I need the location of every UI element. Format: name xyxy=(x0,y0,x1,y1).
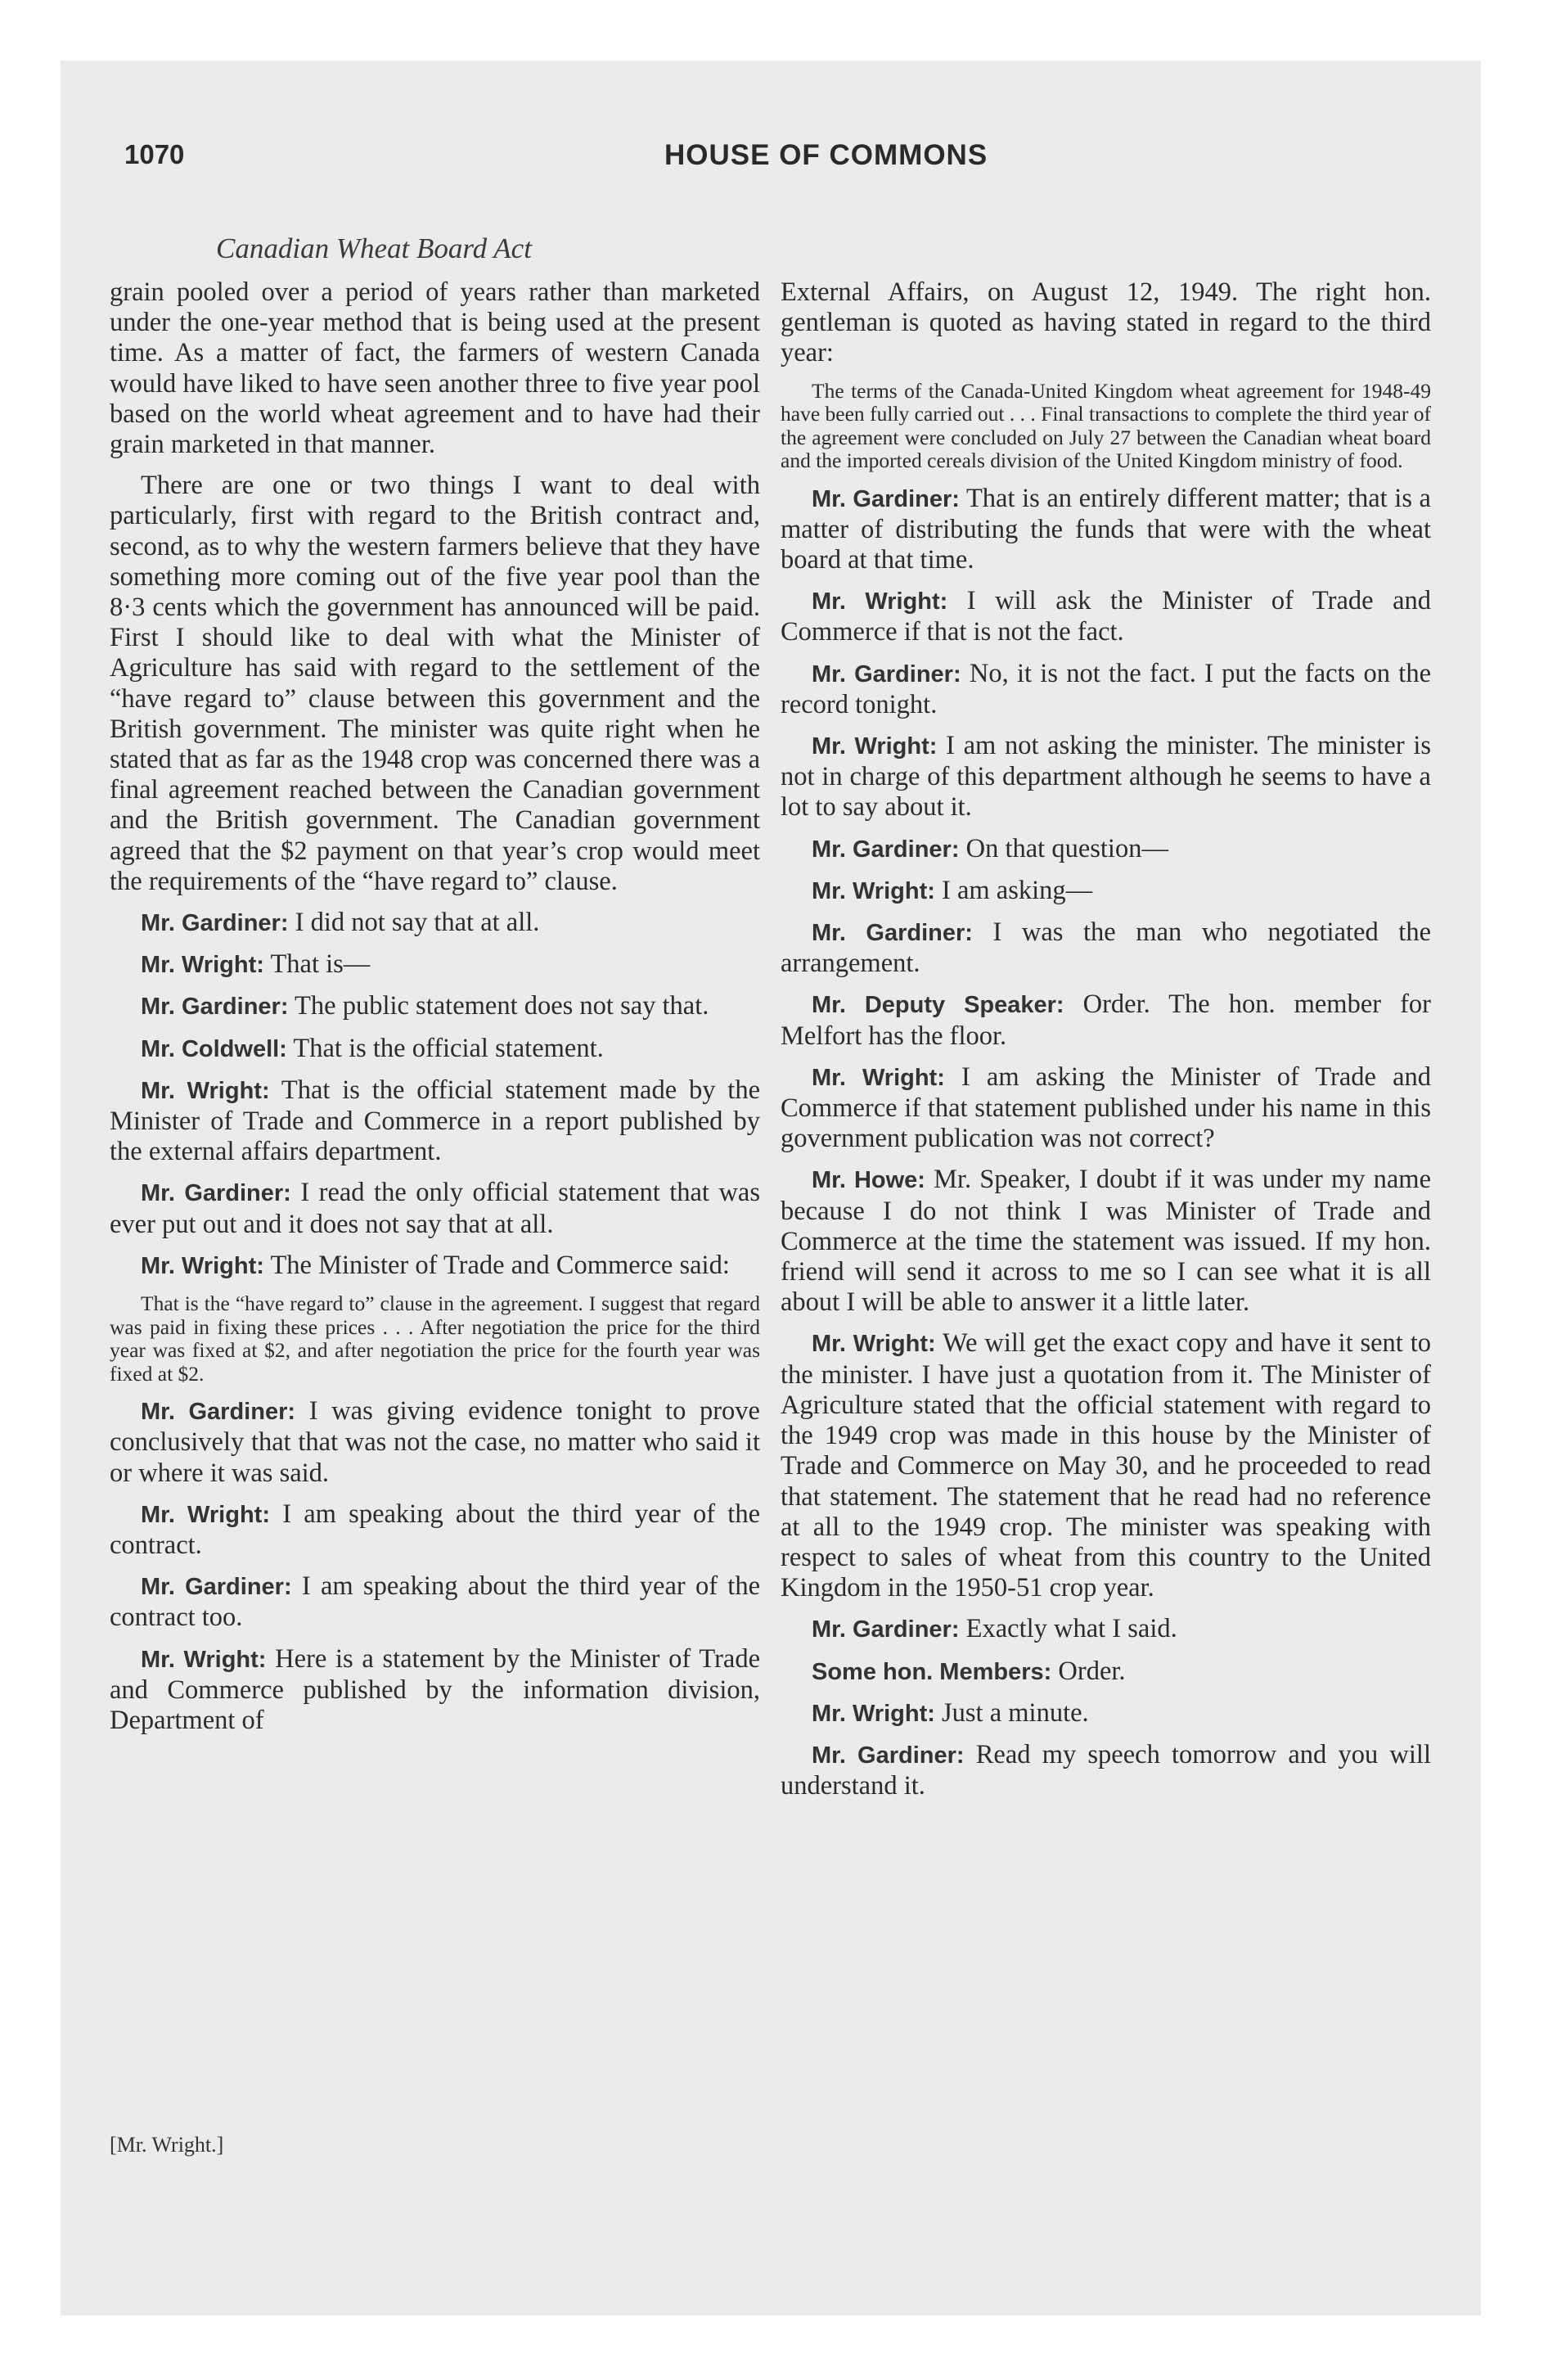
speaker-name: Mr. Gardiner: xyxy=(141,1399,296,1426)
page-number: 1070 xyxy=(124,139,185,169)
speech-paragraph xyxy=(110,1396,760,1489)
speaker-name: Mr. Wright: xyxy=(812,733,938,760)
speech-text: I was the man who negotiated the arrangement. xyxy=(781,917,1431,979)
speech-text: Here is a statement by the Minister of Trade and Commerce published by the information division, Department of xyxy=(110,1643,761,1735)
section-title: Canadian Wheat Board Act xyxy=(216,232,532,264)
speech-text: I am asking the Minister of Trade and Commerce if that statement published under his name in this government publication was not correct? xyxy=(781,1062,1431,1154)
speech-text: We will get the exact copy and have it sent to the minister. I have just a quotation from it. The Minister of Agriculture stated that the official statement with regard to the 1949 crop was made in this house by the Minister of Trade and Commerce on May 30, and he proceeded to read that statement. The statement that he read had no reference at all to the 1949 crop. The minister was speaking with respect to sales of wheat from this country to the United Kingdom in the 1950-51 crop year. xyxy=(781,1328,1431,1603)
speech-text: The public statement does not say that. xyxy=(295,991,709,1021)
speaker-name: Mr. Gardiner: xyxy=(141,1574,292,1601)
speech-paragraph xyxy=(781,989,1431,1051)
left-column xyxy=(110,277,760,1747)
speech-paragraph xyxy=(781,586,1431,647)
speaker-name: Mr. Gardiner: xyxy=(812,485,960,512)
speech-paragraph xyxy=(110,1075,760,1168)
speech-text: No, it is not the fact. I put the facts on the record tonight. xyxy=(781,658,1431,719)
document-page xyxy=(61,61,1481,2315)
speech-paragraph xyxy=(110,908,760,939)
speaker-name: Some hon. Members: xyxy=(812,1658,1052,1685)
speaker-name: Mr. Wright: xyxy=(141,952,264,979)
speech-text: On that question— xyxy=(965,833,1168,863)
paragraph: There are one or two things I want to deal with particularly, first with regard to the British contract and, second, as to why the western farmers believe that they have something more coming out of the five year pool than the 8·3 cents which the government has announced will be paid. First I should like to deal with what the Minister of Agriculture has said with regard to the settlement of the “have regard to” clause between this government and the British government. The minister was quite right when he stated that as far as the 1948 crop was concerned there was a final agreement reached between the Canadian government and the British government. The Canadian government agreed that the $2 payment on that year’s crop would meet the requirements of the “have regard to” clause. xyxy=(110,471,760,896)
speaker-name: Mr. Wright: xyxy=(141,1501,270,1528)
speaker-name: Mr. Gardiner: xyxy=(141,910,289,937)
speech-paragraph xyxy=(781,917,1431,979)
speech-text: Exactly what I said. xyxy=(965,1614,1177,1644)
speech-paragraph xyxy=(781,1698,1431,1729)
speech-paragraph xyxy=(781,876,1431,907)
speaker-name: Mr. Wright: xyxy=(812,588,948,615)
speech-text: Just a minute. xyxy=(942,1697,1089,1728)
speaker-name: Mr. Wright: xyxy=(812,877,935,904)
speaker-name: Mr. Gardiner: xyxy=(141,1180,291,1207)
speaker-name: Mr. Wright: xyxy=(812,1331,936,1358)
speech-text: I am speaking about the third year of the contract too. xyxy=(110,1571,760,1633)
speech-paragraph xyxy=(781,1740,1431,1801)
speech-paragraph xyxy=(110,1034,760,1065)
block-quote: That is the “have regard to” clause in the agreement. I suggest that regard was paid in fixing these prices . . . After negotiation the price for the third year was fixed at $2, and after negotiation the price for the fourth year was fixed at $2. xyxy=(110,1291,760,1386)
speech-text: That is the official statement made by the Minister of Trade and Commerce in a report published by the external affairs department. xyxy=(110,1075,761,1167)
speech-text: I read the only official statement that was ever put out and it does not say that at all. xyxy=(110,1178,760,1239)
speaker-name: Mr. Deputy Speaker: xyxy=(812,992,1064,1019)
speech-paragraph xyxy=(110,991,760,1022)
speech-paragraph xyxy=(781,1062,1431,1155)
speech-paragraph xyxy=(781,834,1431,865)
speech-text: I am not asking the minister. The minister is not in charge of this department although he seems to have a lot to say about it. xyxy=(781,731,1432,823)
speaker-name: Mr. Gardiner: xyxy=(812,1742,965,1769)
block-quote: The terms of the Canada-United Kingdom wheat agreement for 1948-49 have been fully carried out . . . Final transactions to complete the third year of the agreement were concluded on July 27 between the Canadian wheat board and the imported cereals division of the United Kingdom ministry of food. xyxy=(781,378,1431,473)
speech-paragraph xyxy=(110,1178,760,1239)
speech-text: That is— xyxy=(270,949,371,980)
speaker-name: Mr. Gardiner: xyxy=(812,660,961,687)
speech-text: Read my speech tomorrow and you will understand it. xyxy=(781,1739,1431,1801)
speech-paragraph xyxy=(781,484,1431,576)
speech-text: I did not say that at all. xyxy=(295,908,540,938)
speech-paragraph xyxy=(110,1251,760,1282)
speaker-name: Mr. Wright: xyxy=(141,1077,270,1104)
speech-paragraph xyxy=(781,1614,1431,1645)
speaker-name: Mr. Gardiner: xyxy=(141,994,289,1021)
speaker-name: Mr. Wright: xyxy=(141,1646,267,1673)
speech-paragraph xyxy=(110,1571,760,1633)
speaker-continuation-tag: [Mr. Wright.] xyxy=(110,2133,224,2157)
right-column xyxy=(781,277,1431,1812)
speech-text: Order. The hon. member for Melfort has the floor. xyxy=(781,989,1431,1051)
speaker-name: Mr. Wright: xyxy=(812,1064,945,1091)
speaker-name: Mr. Coldwell: xyxy=(141,1035,287,1062)
speech-text: I will ask the Minister of Trade and Commerce if that is not the fact. xyxy=(781,586,1431,647)
speech-text: I am speaking about the third year of the contract. xyxy=(110,1499,760,1560)
speech-text: That is an entirely different matter; that is a matter of distributing the funds that were with the wheat board at that time. xyxy=(781,483,1431,575)
speaker-name: Mr. Wright: xyxy=(812,1700,935,1727)
speech-paragraph xyxy=(781,731,1431,823)
paragraph: External Affairs, on August 12, 1949. The right hon. gentleman is quoted as having stated in regard to the third year: xyxy=(781,277,1431,368)
speaker-name: Mr. Howe: xyxy=(812,1167,925,1194)
speaker-name: Mr. Gardiner: xyxy=(812,836,960,863)
speech-text: The Minister of Trade and Commerce said: xyxy=(270,1250,730,1280)
page-header xyxy=(124,139,1417,188)
paragraph: grain pooled over a period of years rather than marketed under the one-year method that is being used at the present time. As a matter of fact, the farmers of western Canada would have liked to have seen another three to five year pool based on the world wheat agreement and to have had their grain marketed in that manner. xyxy=(110,277,760,460)
speech-paragraph xyxy=(110,1499,760,1561)
speech-text: I am asking— xyxy=(942,875,1093,905)
speech-text: I was giving evidence tonight to prove conclusively that that was not the case, no matter who said it or where it was said. xyxy=(110,1396,760,1488)
speaker-name: Mr. Wright: xyxy=(141,1252,264,1279)
speech-paragraph xyxy=(110,1644,760,1737)
speaker-name: Mr. Gardiner: xyxy=(812,1616,960,1643)
speech-paragraph xyxy=(781,1657,1431,1688)
speech-text: That is the official statement. xyxy=(293,1033,604,1063)
speech-paragraph xyxy=(781,659,1431,720)
speaker-name: Mr. Gardiner: xyxy=(812,920,973,947)
running-head: HOUSE OF COMMONS xyxy=(664,139,988,171)
speech-paragraph xyxy=(781,1328,1431,1603)
speech-paragraph xyxy=(781,1165,1431,1318)
speech-text: Mr. Speaker, I doubt if it was under my name because I do not think I was Minister of Trade and Commerce at the time the statement was issued. If my hon. friend will send it across to me so I can see what it is all about I will be able to answer it a little later. xyxy=(781,1165,1432,1318)
speech-paragraph xyxy=(110,949,760,980)
speech-text: Order. xyxy=(1058,1656,1126,1686)
